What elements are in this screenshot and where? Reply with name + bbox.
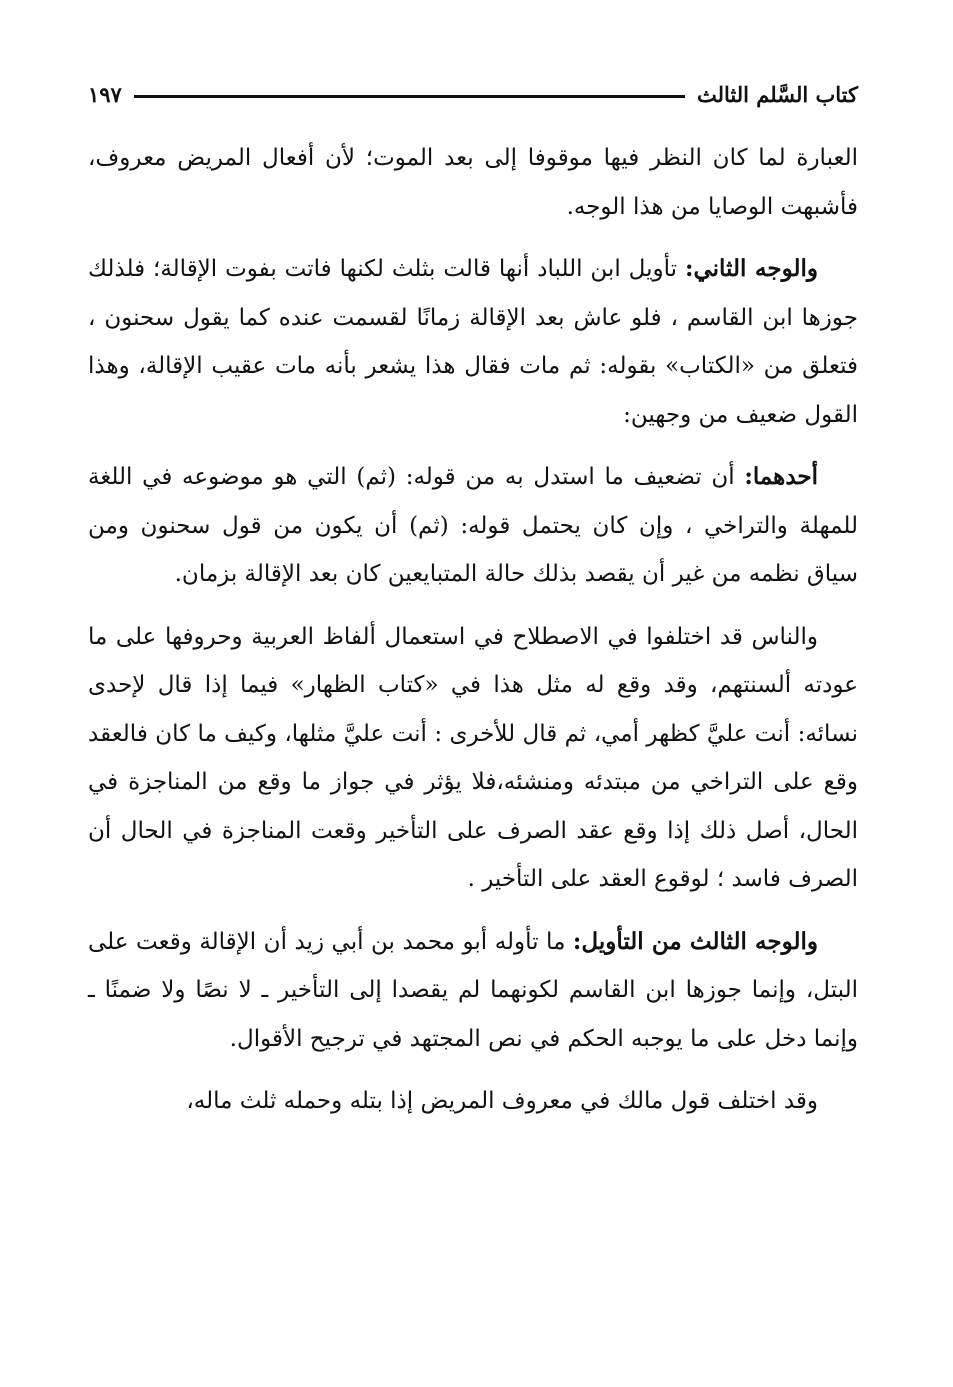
paragraph-1 [88,134,858,231]
book-page [88,72,858,1136]
paragraph-5 [88,918,858,1064]
paragraph-text: تأويل ابن اللباد أنها قالت بثلث لكنها فاتت بفوت الإقالة؛ فلذلك جوزها ابن القاسم ، فلو عاش بعد الإقالة زمانًا لقسمت عنده كما يقول سحنون ، فتعلق من «الكتاب» بقوله: ثم مات فقال هذا يشعر بأنه مات عقيب الإقالة، وهذا القول ضعيف من وجهين: [88,256,858,428]
paragraph-text: أن تضعيف ما استدل به من قوله: (ثم) التي هو موضوعه في اللغة للمهلة والتراخي ، وإن كان يحتمل قوله: (ثم) أن يكون من قول سحنون ومن سياق نظمه من غير أن يقصد بذلك حالة المتبايعين كان بعد الإقالة بزمان. [88,464,858,587]
running-header [88,72,858,116]
paragraph-lead: أحدهما: [744,463,818,490]
paragraph-lead: والوجه الثاني: [684,255,818,282]
running-title: كتاب السَّلم الثالث [696,81,858,107]
header-rule [134,95,685,98]
page-number: ١٩٧ [88,81,122,107]
paragraph-lead: والوجه الثالث من التأويل: [572,927,818,955]
paragraph-text: ما تأوله أبو محمد بن أبي زيد أن الإقالة وقعت على البتل، وإنما جوزها ابن القاسم لكونهما لم يقصدا إلى التأخير ـ لا نصًا ولا ضمنًا ـ وإنما دخل على ما يوجبه الحكم في نص المجتهد في ترجيح الأقوال. [88,928,858,1052]
paragraph-text: وقد اختلف قول مالك في معروف المريض إذا بتله وحمله ثلث ماله، [186,1088,818,1114]
body-text [88,134,858,1126]
paragraph-6 [88,1077,858,1126]
paragraph-text: والناس قد اختلفوا في الاصطلاح في استعمال ألفاظ العربية وحروفها على ما عودته ألسنتهم، وقد وقع له مثل هذا في «كتاب الظهار» فيما إذا قال لإحدى نسائه: أنت عليَّ كظهر أمي، ثم قال للأخرى : أنت عليَّ مثلها، وكيف ما كان فالعقد وقع على التراخي من مبتدئه ومنشئه،فلا يؤثر في جواز ما وقع من المناجزة في الحال، أصل ذلك إذا وقع عقد الصرف على التأخير وقعت المناجزة في الحال أن الصرف فاسد ؛ لوقوع العقد على التأخير . [88,623,858,892]
paragraph-3 [88,453,858,599]
paragraph-4 [88,613,858,904]
paragraph-2 [88,245,858,439]
paragraph-text: العبارة لما كان النظر فيها موقوفا إلى بعد الموت؛ لأن أفعال المريض معروف، فأشبهت الوصايا من هذا الوجه. [88,145,858,220]
